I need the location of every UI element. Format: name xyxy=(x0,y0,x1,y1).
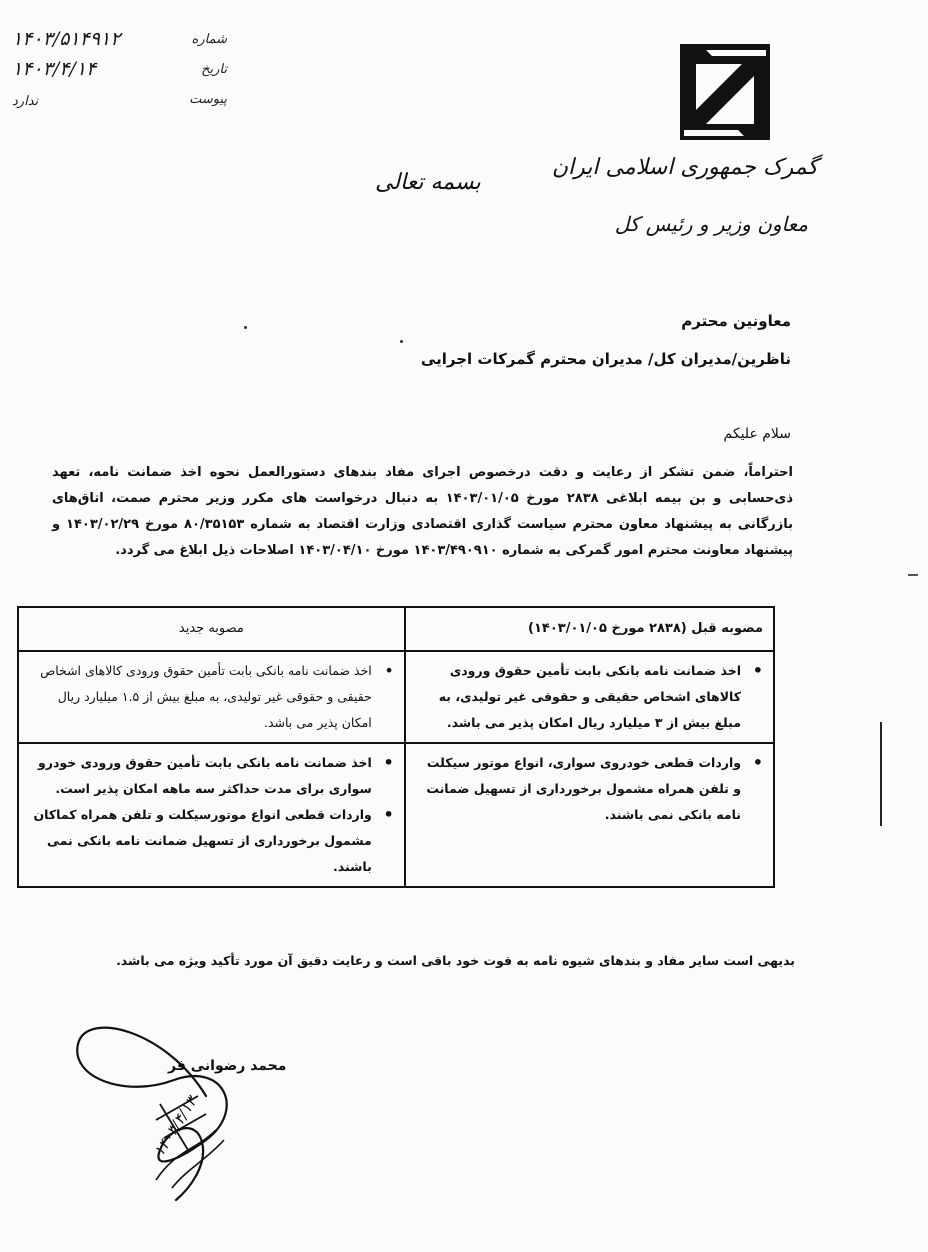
letter-number-line xyxy=(12,28,227,58)
body-paragraph: احتراماً، ضمن تشکر از رعایت و دقت درخصوص اجرای مفاد بندهای دستورالعمل نحوه اخذ ضمانت نامه، تعهد ذی‌حسابی و بن بیمه ابلاغی ۲۸۳۸ مورخ ۱۴۰۳/۰۱/۰۵ به دنبال درخواست های مکرر وزیر محترم صمت، اتاق‌های بازرگانی به پیشنهاد معاون محترم سیاست گذاری اقتصادی وزارت اقتصاد به شماره ۸۰/۳۵۱۵۳ مورخ ۱۴۰۳/۰۲/۲۹ و پیشنهاد معاونت محترم امور گمرکی به شماره ۱۴۰۳/۴۹۰۹۱۰ مورخ ۱۴۰۳/۰۴/۱۰ اصلاحات ذیل ابلاغ می گردد. xyxy=(52,465,794,558)
signer-name: محمد رضوانی فر xyxy=(168,1058,287,1074)
organization-name: گمرک جمهوری اسلامی ایران xyxy=(551,155,818,180)
attachment-value: ندارد xyxy=(12,94,39,109)
header-new-resolution: مصوبه جدید xyxy=(18,607,405,651)
customs-logo-icon xyxy=(676,42,772,144)
speck xyxy=(400,340,403,343)
cell-previous xyxy=(405,743,774,887)
margin-mark xyxy=(908,574,918,576)
speck xyxy=(244,326,247,329)
list-item: • واردات قطعی انواع موتورسیکلت و تلفن همراه کماکان مشمول برخورداری از تسهیل ضمانت نامه بانکی نمی باشند. xyxy=(29,802,382,880)
attachment-label: پیوست xyxy=(189,92,227,107)
table-row xyxy=(18,651,774,743)
letter-date-label: تاریخ xyxy=(201,62,227,77)
besmelah-heading: بسمه تعالی xyxy=(375,170,481,195)
cell-new xyxy=(18,651,405,743)
signature-date: ۱۴۰۳/۴/۱۳ xyxy=(150,1093,201,1160)
header-previous-resolution: مصوبه قبل (۲۸۳۸ مورخ ۱۴۰۳/۰۱/۰۵) xyxy=(405,607,774,651)
list-item: • اخذ ضمانت نامه بانکی بابت تأمین حقوق ورودی کالاهای اشخاص حقیقی و حقوقی غیر تولیدی، به مبلغ بیش از ۱.۵ میلیارد ریال امکان پذیر می باشد. xyxy=(29,658,382,736)
table-header-row xyxy=(18,607,774,651)
amendments-table xyxy=(17,606,775,888)
reference-block xyxy=(12,28,227,118)
letter-number-value: ۱۴۰۳/۵۱۴۹۱۲ xyxy=(12,28,121,50)
greeting: سلام علیکم xyxy=(723,426,791,442)
attachment-line xyxy=(12,88,227,118)
list-item: • اخذ ضمانت نامه بانکی بابت تأمین حقوق ورودی کالاهای اشخاص حقیقی و حقوقی غیر تولیدی، به مبلغ بیش از ۳ میلیارد ریال امکان پذیر می باشد. xyxy=(416,658,751,736)
recipient-line-2: ناظرین/مدیران کل/ مدیران محترم گمرکات اجرایی xyxy=(420,350,791,368)
signature-icon xyxy=(56,1000,296,1210)
cell-previous xyxy=(405,651,774,743)
closing-sentence: بدیهی است سایر مفاد و بندهای شیوه نامه به قوت خود باقی است و رعایت دقیق آن مورد تأکید ویژه می باشد. xyxy=(116,953,795,968)
letter-number-label: شماره xyxy=(191,32,227,47)
table-row xyxy=(18,743,774,887)
organization-subtitle: معاون وزیر و رئیس کل xyxy=(614,212,808,236)
cell-new xyxy=(18,743,405,887)
letter-date-value: ۱۴۰۳/۴/۱۴ xyxy=(12,58,97,80)
margin-line xyxy=(880,722,882,826)
recipient-line-1: معاونین محترم xyxy=(681,312,791,330)
letter-date-line xyxy=(12,58,227,88)
list-item: • واردات قطعی خودروی سواری، انواع موتور سیکلت و تلفن همراه مشمول برخورداری از تسهیل ضمانت نامه بانکی نمی باشند. xyxy=(416,750,751,828)
list-item: • اخذ ضمانت نامه بانکی بابت تأمین حقوق ورودی خودرو سواری برای مدت حداکثر سه ماهه امکان پذیر است. xyxy=(29,750,382,802)
